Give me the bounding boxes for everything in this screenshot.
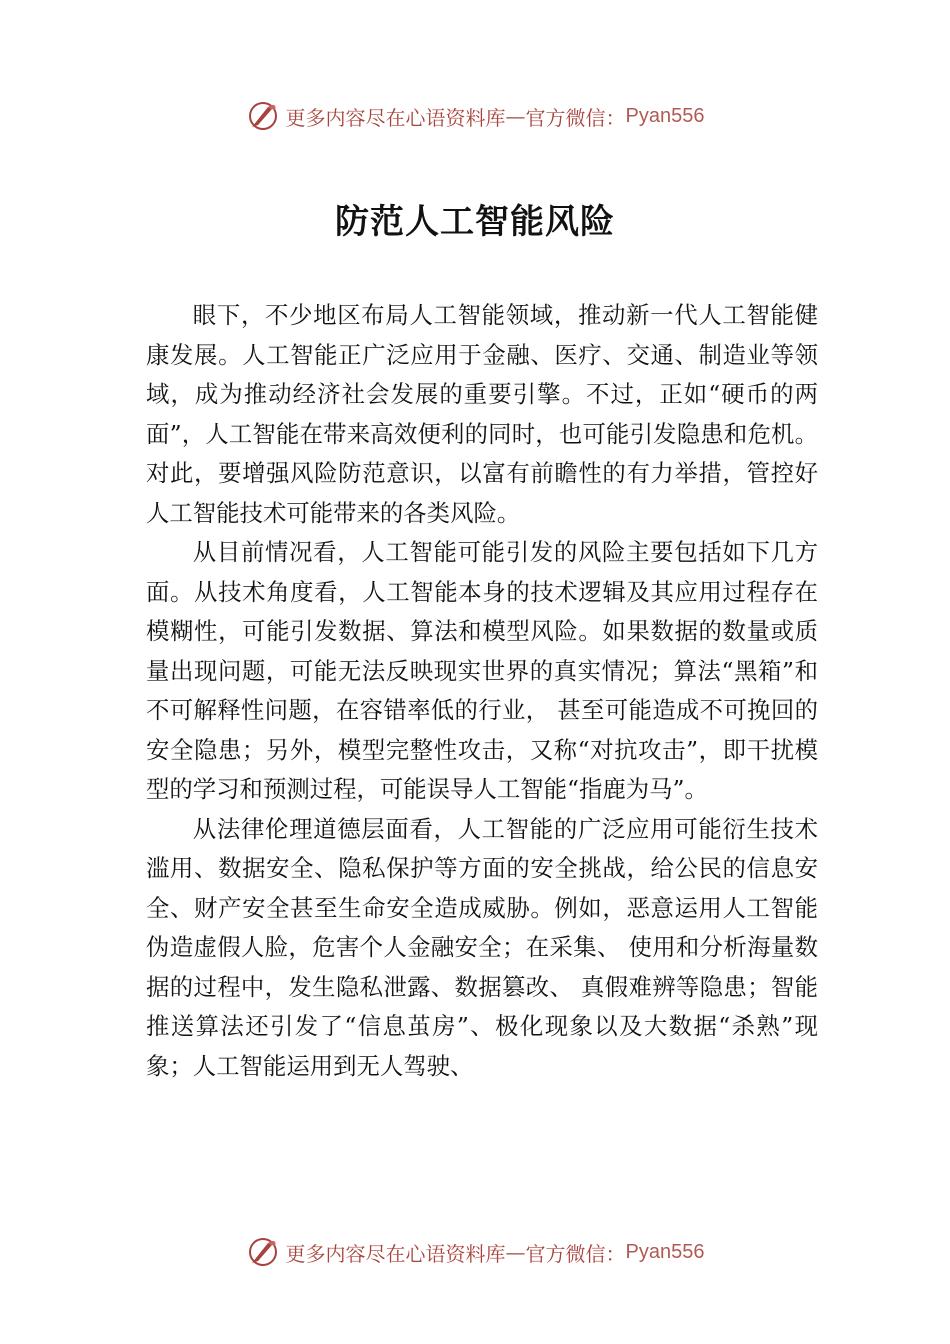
watermark-separator: — [505, 1240, 526, 1264]
quill-pen-circle-icon [246, 1235, 280, 1269]
watermark-separator: — [505, 104, 526, 128]
watermark-label: 官方微信： [525, 105, 626, 130]
quill-pen-circle-icon [246, 99, 280, 133]
paragraph-1: 眼下，不少地区布局人工智能领域，推动新一代人工智能健康发展。人工智能正广泛应用于金融、医疗、交通、制造业等领域，成为推动经济社会发展的重要引擎。不过，正如“硬币的两面”，人工智能在带来高效便利的同时，也可能引发隐患和危机。对此，要增强风险防范意识，以富有前瞻性的有力举措，管控好人工智能技术可能带来的各类风险。 [146, 301, 818, 527]
paragraph-3: 从法律伦理道德层面看，人工智能的广泛应用可能衍生技术滥用、数据安全、隐私保护等方面的安全挑战，给公民的信息安全、财产安全甚至生命安全造成威胁。例如，恶意运用人工智能伪造虚假人脸，危害个人金融安全；在采集、 使用和分析海量数据的过程中，发生隐私泄露、数据篡改、 真假难辨等隐患；智能推送算法还引发了“信息茧房”、极化现象以及大数据“杀熟”现象；人工智能运用到无人驾驶、 [146, 814, 818, 1080]
header-watermark [0, 96, 950, 136]
footer-watermark [0, 1232, 950, 1272]
page-title: 防范人工智能风险 [335, 202, 615, 242]
watermark-text: 更多内容尽在心语资料库 [285, 1241, 506, 1266]
watermark-label: 官方微信： [525, 1241, 626, 1266]
watermark-handle: Pyan556 [625, 1240, 705, 1263]
watermark-handle: Pyan556 [625, 104, 705, 127]
article-body [146, 296, 818, 1086]
paragraph-2: 从目前情况看，人工智能可能引发的风险主要包括如下几方面。从技术角度看，人工智能本身的技术逻辑及其应用过程存在模糊性，可能引发数据、算法和模型风险。如果数据的数量或质量出现问题，可能无法反映现实世界的真实情况；算法“黑箱”和不可解释性问题，在容错率低的行业， 甚至可能造成不可挽回的安全隐患；另外，模型完整性攻击，又称“对抗攻击”，即干扰模型的学习和预测过程，可能误导人工智能“指鹿为马”。 [146, 538, 818, 803]
watermark-text: 更多内容尽在心语资料库 [285, 105, 506, 130]
